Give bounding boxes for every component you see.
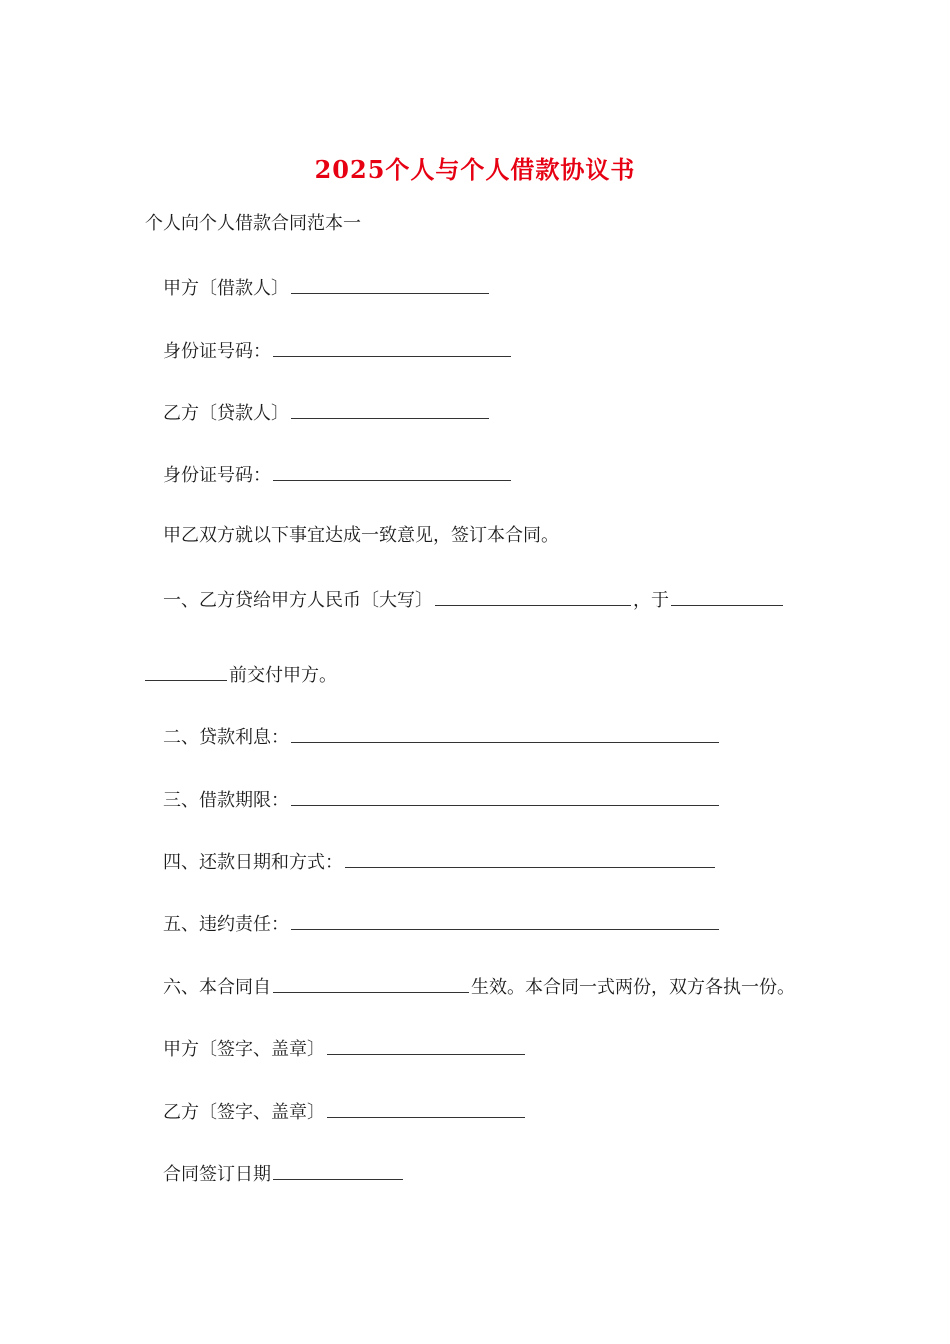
sign-b-line [163,1097,527,1126]
sign-date-line [163,1159,405,1188]
agreement-text: 甲乙双方就以下事宜达成一致意见，签订本合同。 [163,525,559,546]
id-a-line [163,336,513,365]
item1-date-blank-cont[interactable] [145,660,227,681]
item5-blank[interactable] [291,909,719,930]
id-b-line [163,460,513,489]
item3-label: 三、借款期限： [163,790,289,811]
item1-line [163,585,785,614]
sign-a-label: 甲方〔签字、盖章〕 [163,1039,325,1060]
sign-b-label: 乙方〔签字、盖章〕 [163,1102,325,1123]
item1-cont-line [145,660,337,689]
item5-line [163,909,721,938]
item1-date-blank[interactable] [671,585,783,606]
id-b-label: 身份证号码： [163,465,271,486]
sign-date-blank[interactable] [273,1159,403,1180]
sign-a-blank[interactable] [327,1034,525,1055]
party-b-label: 乙方〔贷款人〕 [163,403,289,424]
sign-date-label: 合同签订日期 [163,1164,271,1185]
item1-suffix: 前交付甲方。 [229,665,337,686]
sign-b-blank[interactable] [327,1097,525,1118]
item6-label: 六、本合同自 [163,977,271,998]
party-b-blank[interactable] [291,398,489,419]
item1-amount-blank[interactable] [435,585,631,606]
party-b-line [163,398,491,427]
item3-line [163,785,721,814]
id-b-blank[interactable] [273,460,511,481]
item1-label: 一、乙方贷给甲方人民币〔大写〕 [163,590,433,611]
item6-line [163,972,795,1001]
item2-line [163,722,721,751]
id-a-label: 身份证号码： [163,341,271,362]
item2-label: 二、贷款利息： [163,727,289,748]
item1-mid: ，于 [633,590,669,611]
item4-line [163,847,717,876]
item6-blank[interactable] [273,972,469,993]
document-subtitle: 个人向个人借款合同范本一 [145,213,361,234]
document-title: 2025个人与个人借款协议书 [314,155,636,184]
party-a-line [163,273,491,302]
party-a-blank[interactable] [291,273,489,294]
sign-a-line [163,1034,527,1063]
item6-suffix: 生效。本合同一式两份，双方各执一份。 [471,977,795,998]
item5-label: 五、违约责任： [163,914,289,935]
id-a-blank[interactable] [273,336,511,357]
item2-blank[interactable] [291,722,719,743]
party-a-label: 甲方〔借款人〕 [163,278,289,299]
item4-label: 四、还款日期和方式： [163,852,343,873]
item4-blank[interactable] [345,847,715,868]
item3-blank[interactable] [291,785,719,806]
